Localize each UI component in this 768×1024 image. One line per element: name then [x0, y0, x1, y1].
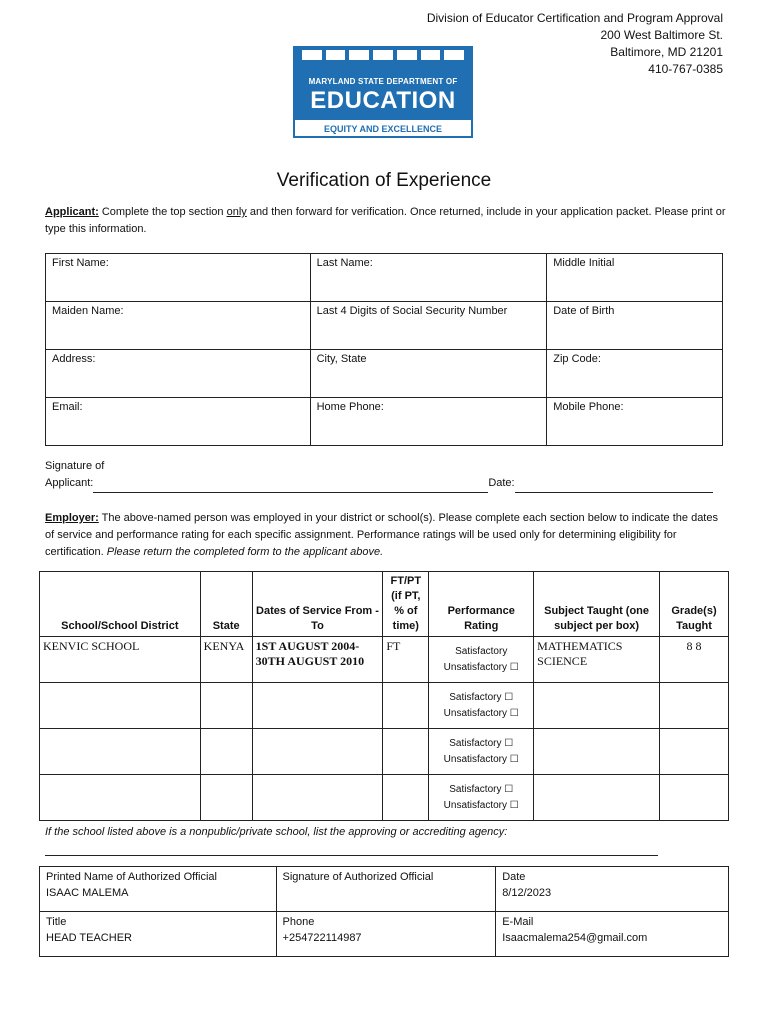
official-date-value: 8/12/2023 [502, 887, 552, 899]
only-text: only [226, 206, 247, 218]
maiden-name-field[interactable]: Maiden Name: [46, 302, 311, 350]
table-row [40, 729, 729, 775]
applicant-info-table [45, 253, 723, 446]
ssn-last4-field[interactable]: Last 4 Digits of Social Security Number [310, 302, 547, 350]
table-row [40, 637, 729, 683]
state-cell[interactable] [200, 775, 252, 821]
phone-cell[interactable] [276, 912, 496, 957]
subject-cell[interactable] [534, 729, 660, 775]
table-row [40, 867, 729, 912]
official-date-label: Date [502, 871, 526, 883]
table-row [46, 254, 723, 302]
dates-cell[interactable] [252, 683, 383, 729]
header-subject: Subject Taught (one subject per box) [534, 572, 660, 637]
official-signature-cell[interactable] [276, 867, 496, 912]
employer-text: The above-named person was employed in your district or school(s). Please complete each section below to indicate the dates of service and performance rating for each specific assignment. Performance ratings will be used only for determining eligibility for certification. [45, 512, 718, 558]
printed-name-cell[interactable] [40, 867, 277, 912]
school-cell[interactable] [40, 775, 201, 821]
header-dates: Dates of Service From - To [252, 572, 383, 637]
header-state: State [200, 572, 252, 637]
agency-line[interactable] [45, 855, 658, 856]
city-state-field[interactable]: City, State [310, 350, 547, 398]
office-name: Division of Educator Certification and Program Approval [426, 11, 723, 25]
mobile-phone-field[interactable]: Mobile Phone: [547, 398, 723, 446]
email-field[interactable]: Email: [46, 398, 311, 446]
table-row [46, 398, 723, 446]
table-header-row [40, 572, 729, 637]
table-row [46, 350, 723, 398]
rating-cell [429, 775, 534, 821]
phone-label: Phone [282, 916, 315, 928]
dates-cell[interactable] [252, 775, 383, 821]
school-cell[interactable]: KENVIC SCHOOL [40, 637, 201, 683]
office-phone: 410-767-0385 [648, 62, 723, 76]
header-ftpt [383, 572, 429, 637]
office-city: Baltimore, MD 21201 [610, 45, 723, 59]
title-value: HEAD TEACHER [46, 932, 132, 944]
unsatisfactory-checkbox[interactable]: Unsatisfactory ☐ [443, 707, 519, 719]
logo-line-2: EDUCATION [310, 87, 456, 114]
table-row [46, 302, 723, 350]
signature-label-2: Applicant: [45, 477, 94, 489]
satisfactory-checkbox[interactable]: Satisfactory ☐ [449, 691, 514, 703]
ftpt-cell[interactable]: FT [383, 637, 429, 683]
employment-table [39, 571, 729, 821]
last-name-field[interactable]: Last Name: [310, 254, 547, 302]
applicant-text-1: Complete the top section [98, 206, 227, 218]
employer-return-note: Please return the completed form to the applicant above. [106, 546, 384, 558]
signature-label-1: Signature of [45, 460, 105, 472]
applicant-label: Applicant: [45, 206, 99, 218]
address-field[interactable]: Address: [46, 350, 311, 398]
applicant-signature-block [45, 458, 713, 493]
satisfactory-checkbox[interactable]: Satisfactory ☐ [449, 783, 514, 795]
state-cell[interactable]: KENYA [200, 637, 252, 683]
employer-instructions [45, 510, 730, 561]
printed-name-value: ISAAC MALEMA [46, 887, 129, 899]
rating-cell [429, 683, 534, 729]
zip-code-field[interactable]: Zip Code: [547, 350, 723, 398]
applicant-text-2: and then forward for verification. Once returned, include in your application packet. Please print or type this information. [45, 206, 726, 235]
applicant-signature-line[interactable] [93, 475, 488, 493]
satisfactory-checkbox[interactable]: Satisfactory ☐ [449, 737, 514, 749]
table-row [40, 775, 729, 821]
logo-graphic [302, 50, 464, 60]
header-ftpt-text: FT/PT (if PT, % of time) [390, 575, 422, 632]
school-cell[interactable] [40, 729, 201, 775]
agency-note: If the school listed above is a nonpublic/private school, list the approving or accrediting agency: [45, 826, 508, 838]
rating-cell [429, 729, 534, 775]
logo-line-3: EQUITY AND EXCELLENCE [294, 119, 472, 137]
subject-cell[interactable] [534, 775, 660, 821]
applicant-instructions [45, 204, 730, 238]
header-school: School/School District [40, 572, 201, 637]
middle-initial-field[interactable]: Middle Initial [547, 254, 723, 302]
ftpt-cell[interactable] [383, 729, 429, 775]
dates-cell[interactable]: 1ST AUGUST 2004-30TH AUGUST 2010 [252, 637, 383, 683]
subject-cell[interactable]: MATHEMATICS SCIENCE [534, 637, 660, 683]
first-name-field[interactable]: First Name: [46, 254, 311, 302]
logo-line-1: MARYLAND STATE DEPARTMENT OF [308, 77, 458, 86]
table-row [40, 912, 729, 957]
header-rating: Performance Rating [429, 572, 534, 637]
employer-label: Employer: [45, 512, 99, 524]
unsatisfactory-checkbox[interactable]: Unsatisfactory ☐ [443, 799, 519, 811]
grade-cell[interactable] [660, 729, 729, 775]
email-cell[interactable] [496, 912, 729, 957]
unsatisfactory-checkbox[interactable]: Unsatisfactory ☐ [443, 661, 519, 673]
title-cell[interactable] [40, 912, 277, 957]
applicant-date-line[interactable] [515, 475, 713, 493]
email-label: E-Mail [502, 916, 534, 928]
rating-cell [429, 637, 534, 683]
ftpt-cell[interactable] [383, 683, 429, 729]
header-grade: Grade(s) Taught [660, 572, 729, 637]
home-phone-field[interactable]: Home Phone: [310, 398, 547, 446]
official-date-cell[interactable] [496, 867, 729, 912]
phone-value: +254722114987 [282, 932, 362, 944]
date-label: Date: [488, 477, 515, 489]
grade-cell[interactable] [660, 775, 729, 821]
state-cell[interactable] [200, 683, 252, 729]
subject-cell[interactable] [534, 683, 660, 729]
msde-logo [293, 46, 473, 138]
satisfactory-checkbox[interactable]: Satisfactory [455, 645, 508, 657]
printed-name-label: Printed Name of Authorized Official [46, 871, 217, 883]
ftpt-cell[interactable] [383, 775, 429, 821]
unsatisfactory-checkbox[interactable]: Unsatisfactory ☐ [443, 753, 519, 765]
date-of-birth-field[interactable]: Date of Birth [547, 302, 723, 350]
document-title: Verification of Experience [276, 170, 492, 191]
grade-cell[interactable] [660, 683, 729, 729]
official-table [39, 866, 729, 957]
office-street: 200 West Baltimore St. [600, 28, 723, 42]
school-cell[interactable] [40, 683, 201, 729]
table-row [40, 683, 729, 729]
official-signature-label: Signature of Authorized Official [282, 871, 434, 883]
grade-cell[interactable]: 8 8 [660, 637, 729, 683]
title-label: Title [46, 916, 67, 928]
email-value: Isaacmalema254@gmail.com [502, 932, 648, 944]
state-cell[interactable] [200, 729, 252, 775]
dates-cell[interactable] [252, 729, 383, 775]
